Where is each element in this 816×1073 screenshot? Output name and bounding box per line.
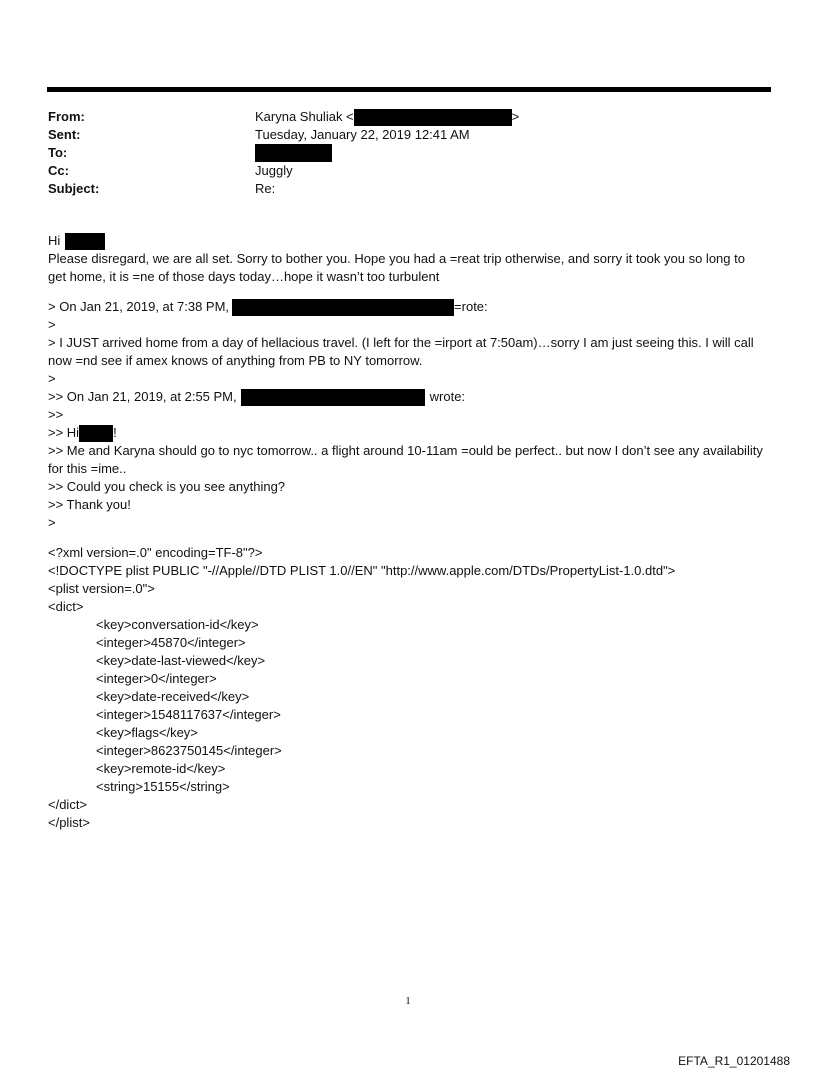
xml-key: <key>remote-id</key>: [96, 761, 226, 776]
subject-label: Subject:: [48, 181, 100, 196]
from-name: Karyna Shuliak <: [255, 109, 354, 124]
email-header: [48, 108, 519, 198]
page-number: 1: [405, 995, 411, 1007]
xml-value: <integer>45870</integer>: [96, 635, 246, 650]
xml-key: <key>flags</key>: [96, 725, 198, 740]
greeting-line: [48, 232, 763, 250]
redaction-box: [232, 299, 454, 316]
xml-plist-open: <plist version=.0">: [48, 581, 155, 596]
to-row: [48, 144, 519, 162]
to-label: To:: [48, 145, 68, 160]
quote-suffix: !: [113, 425, 117, 440]
from-tail: >: [511, 109, 520, 124]
from-value: [255, 108, 519, 126]
quote-blank: >: [48, 317, 56, 332]
sent-value: Tuesday, January 22, 2019 12:41 AM: [255, 127, 470, 142]
cc-value: Juggly: [255, 163, 293, 178]
quote-blank: >: [48, 515, 56, 530]
redaction-box: [65, 233, 105, 250]
email-body: [48, 232, 763, 832]
quote-greeting: [48, 424, 763, 442]
sent-row: [48, 126, 519, 144]
quote-blank: >>: [48, 407, 64, 422]
header-rule: [47, 87, 771, 92]
redaction-box: [255, 144, 332, 162]
xml-key: <key>date-last-viewed</key>: [96, 653, 266, 668]
quote-prefix: > On Jan 21, 2019, at 7:38 PM,: [48, 299, 230, 314]
redaction-box: [354, 109, 512, 126]
message-text: Please disregard, we are all set. Sorry to bother you. Hope you had a =reat trip otherwise, and sorry it took you so long to get home, it is =ne of those days today…hope it wasn’t too turbulent: [48, 251, 745, 284]
redaction-box: [79, 425, 113, 442]
quote-text-3: >> Could you check is you see anything?: [48, 479, 286, 494]
redaction-box: [241, 389, 425, 406]
quote-text-1: > I JUST arrived home from a day of hellacious travel. (I left for the =irport at 7:50am)…sorry I am just seeing this. I will call now =nd see if amex knows of anything from PB to NY tomorrow.: [48, 335, 754, 368]
subject-row: [48, 180, 519, 198]
cc-row: [48, 162, 519, 180]
quote-suffix: wrote:: [429, 389, 466, 404]
xml-value: <integer>0</integer>: [96, 671, 217, 686]
xml-value: <integer>1548117637</integer>: [96, 707, 281, 722]
xml-doctype: <!DOCTYPE plist PUBLIC "-//Apple//DTD PLIST 1.0//EN" "http://www.apple.com/DTDs/PropertyList-1.0.dtd">: [48, 563, 676, 578]
xml-dict-open: <dict>: [48, 599, 84, 614]
greeting: Hi: [48, 233, 61, 248]
quote-header-2: [48, 388, 763, 406]
quote-suffix: =rote:: [454, 299, 488, 314]
quote-text-2: >> Me and Karyna should go to nyc tomorrow.. a flight around 10-11am =ould be perfect.. but now I don’t see any availability for this =ime..: [48, 443, 763, 476]
xml-declaration: <?xml version=.0" encoding=TF-8"?>: [48, 545, 263, 560]
from-label: From:: [48, 109, 85, 124]
xml-value: <string>15155</string>: [96, 779, 230, 794]
to-value: [255, 144, 332, 162]
xml-dict-close: </dict>: [48, 797, 88, 812]
xml-plist-close: </plist>: [48, 815, 90, 830]
quote-prefix: >> Hi: [48, 425, 80, 440]
quote-header-1: [48, 298, 763, 316]
quote-blank: >: [48, 371, 56, 386]
xml-key: <key>conversation-id</key>: [96, 617, 259, 632]
quote-text-4: >> Thank you!: [48, 497, 131, 512]
xml-key: <key>date-received</key>: [96, 689, 250, 704]
quote-prefix: >> On Jan 21, 2019, at 2:55 PM,: [48, 389, 237, 404]
xml-value: <integer>8623750145</integer>: [96, 743, 282, 758]
sent-label: Sent:: [48, 127, 81, 142]
subject-value: Re:: [255, 181, 276, 196]
bates-number: EFTA_R1_01201488: [678, 1054, 790, 1068]
cc-label: Cc:: [48, 163, 69, 178]
from-row: [48, 108, 519, 126]
